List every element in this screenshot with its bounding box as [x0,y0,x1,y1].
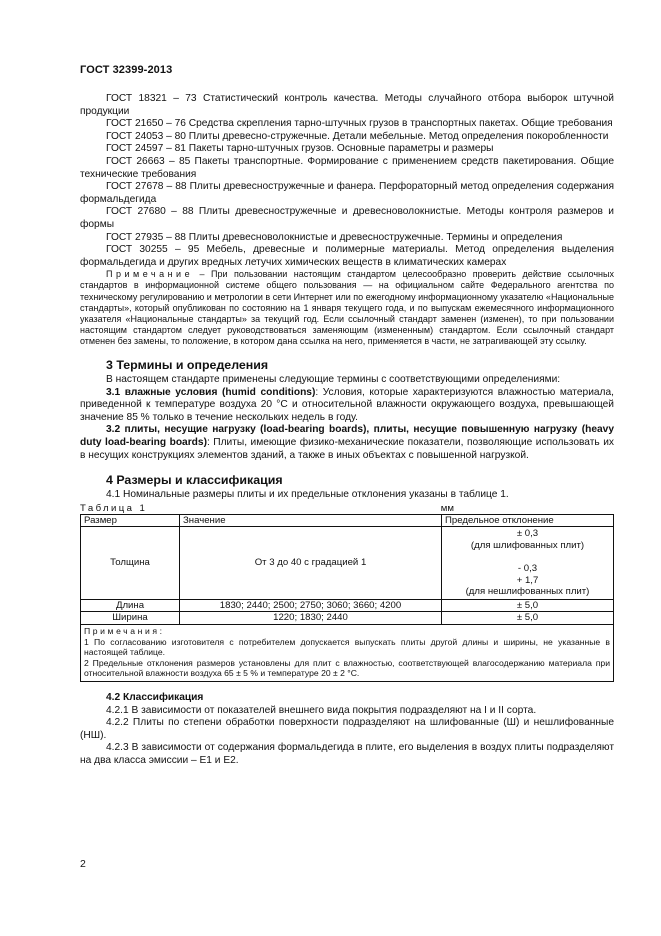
page-number: 2 [80,858,86,870]
paragraph-4-1: 4.1 Номинальные размеры плиты и их предельные отклонения указаны в таблице 1. [106,489,509,501]
reference-item: ГОСТ 26663 – 85 Пакеты транспортные. Формирование с применением средств пакетирования. Общие технические требования [80,155,614,180]
column-header-value: Значение [180,514,442,527]
reference-item: ГОСТ 21650 – 76 Средства скрепления тарно-штучных грузов в транспортных пакетах. Общие требования [106,118,613,130]
subsection-4-2-title: 4.2 Классификация [106,692,204,704]
section-3-intro: В настоящем стандарте применены следующие термины с соответствующими определениями: [106,373,561,385]
reference-item: ГОСТ 27935 – 88 Плиты древесноволокнистые и древесностружечные. Термины и определения [106,231,563,243]
tolerance-line: - 0,3 [517,563,538,575]
section-4-title: 4 Размеры и классификация [106,473,283,488]
term-3-1 [80,387,614,425]
table-header-row [81,514,614,527]
table-note-item: 1 По согласованию изготовителя с потребителем допускается выпускать плиты другой длины и ширины, не указанные в настоящей таблице. [84,636,610,658]
cell-value: 1830; 2440; 2500; 2750; 3060; 3660; 4200 [180,599,442,612]
term-3-2 [80,424,614,462]
reference-item: ГОСТ 24053 – 80 Плиты древесно-стружечные. Детали мебельные. Метод определения покоробленности [106,130,609,142]
table-caption-row [80,503,614,514]
reference-item: ГОСТ 27680 – 88 Плиты древесностружечные и древесноволокнистые. Методы контроля размеров и формы [80,206,614,230]
tolerance-line: ± 0,3 [516,528,539,540]
cell-tolerance [442,527,614,600]
cell-size: Длина [81,599,180,612]
paragraph-4-2-3: 4.2.3 В зависимости от содержания формальдегида в плите, его выделения в воздух плиты подразделяют на два класса эмиссии – Е1 и Е2. [80,742,614,766]
reference-item: ГОСТ 27678 – 88 Плиты древесностружечные и фанера. Перфораторный метод определения содержания формальдегида [80,181,614,205]
tolerance-line: + 1,7 [516,574,539,586]
tolerance-line [445,552,610,564]
table-notes [81,625,614,682]
references-note [80,269,614,347]
cell-size: Толщина [81,527,180,600]
document-body [80,93,614,768]
table-notes-row [81,625,614,682]
paragraph-4-2-2: 4.2.2 Плиты по степени обработки поверхности подразделяют на шлифованные (Ш) и нешлифованные (НШ). [80,717,614,741]
table-notes-title: Примечания: [84,626,165,637]
cell-tolerance: ± 5,0 [442,612,614,625]
document-header: ГОСТ 32399-2013 [80,64,173,76]
cell-value: От 3 до 40 с градацией 1 [180,527,442,600]
section-3-title: 3 Термины и определения [106,357,269,372]
term-3-1-definition: : Условия, которые характеризуются влажностью материала, приведенной к температуре воздуха 20 °C и относительной влажности окружающего воздуха, превышающей значение 85 % только в течение нескольких недель в году. [80,386,614,423]
column-header-size: Размер [81,514,180,527]
cell-size: Ширина [81,612,180,625]
term-3-1-name: 3.1 влажные условия (humid conditions) [106,386,316,398]
reference-item: ГОСТ 24597 – 81 Пакеты тарно-штучных грузов. Основные параметры и размеры [106,143,494,155]
column-header-tolerance: Предельное отклонение [442,514,614,527]
table-note-item: 2 Предельные отклонения размеров установлены для плит с влажностью, соответствующей влагосодержанию материала при относительной влажности воздуха 65 ± 5 % и температуре 20 ± 2 °С. [84,657,610,679]
reference-item: ГОСТ 30255 – 95 Мебель, древесные и полимерные материалы. Метод определения выделения формальдегида и других вредных летучих химических веществ в климатических камерах [80,244,614,268]
references-list [80,93,614,269]
table-row [81,612,614,625]
dimensions-table [80,514,614,682]
term-3-2-name: 3.2 плиты, несущие нагрузку (load-bearing boards), плиты, несущие повышенную нагрузку (heavy duty load-bearing boards) [80,424,614,448]
cell-value: 1220; 1830; 2440 [180,612,442,625]
table-row [81,599,614,612]
reference-item: ГОСТ 18321 – 73 Статистический контроль качества. Методы случайного отбора выборок штучной продукции [80,93,614,117]
table-caption: Таблица 1 [80,502,148,514]
tolerance-line: (для шлифованных плит) [470,539,585,551]
tolerance-line: (для нешлифованных плит) [465,586,590,598]
term-3-2-definition: : Плиты, имеющие физико-механические показатели, позволяющие использовать их в несущих конструкциях элементов зданий, а также в иных объектах с повышенной нагрузкой. [80,436,614,461]
note-label: Примечание [106,269,194,280]
note-text: – При пользовании настоящим стандартом целесообразно проверить действие ссылочных стандартов в информационной системе общего пользования — на официальном сайте Федерального агентства по техническому регулированию и метрологии в сети Интернет или по ежегодному информационному указателю «Национальные стандарты», который опубликован по состоянию на 1 января текущего года, и по выпускам ежемесячного информационного указателя «Национальные стандарты» за текущий год. Если ссылочный стандарт заменен (изменен), то при пользовании настоящим стандартом следует руководствоваться заменяющим (измененным) стандартом. Если ссылочный стандарт отменен без замены, то положение, в котором дана ссылка на него, применяется в части, не затрагивающей эту ссылку. [80,269,614,346]
cell-tolerance: ± 5,0 [442,599,614,612]
table-row [81,527,614,600]
paragraph-4-2-1: 4.2.1 В зависимости от показателей внешнего вида покрытия подразделяют на I и II сорта. [106,704,537,716]
table-unit: мм [440,502,454,514]
